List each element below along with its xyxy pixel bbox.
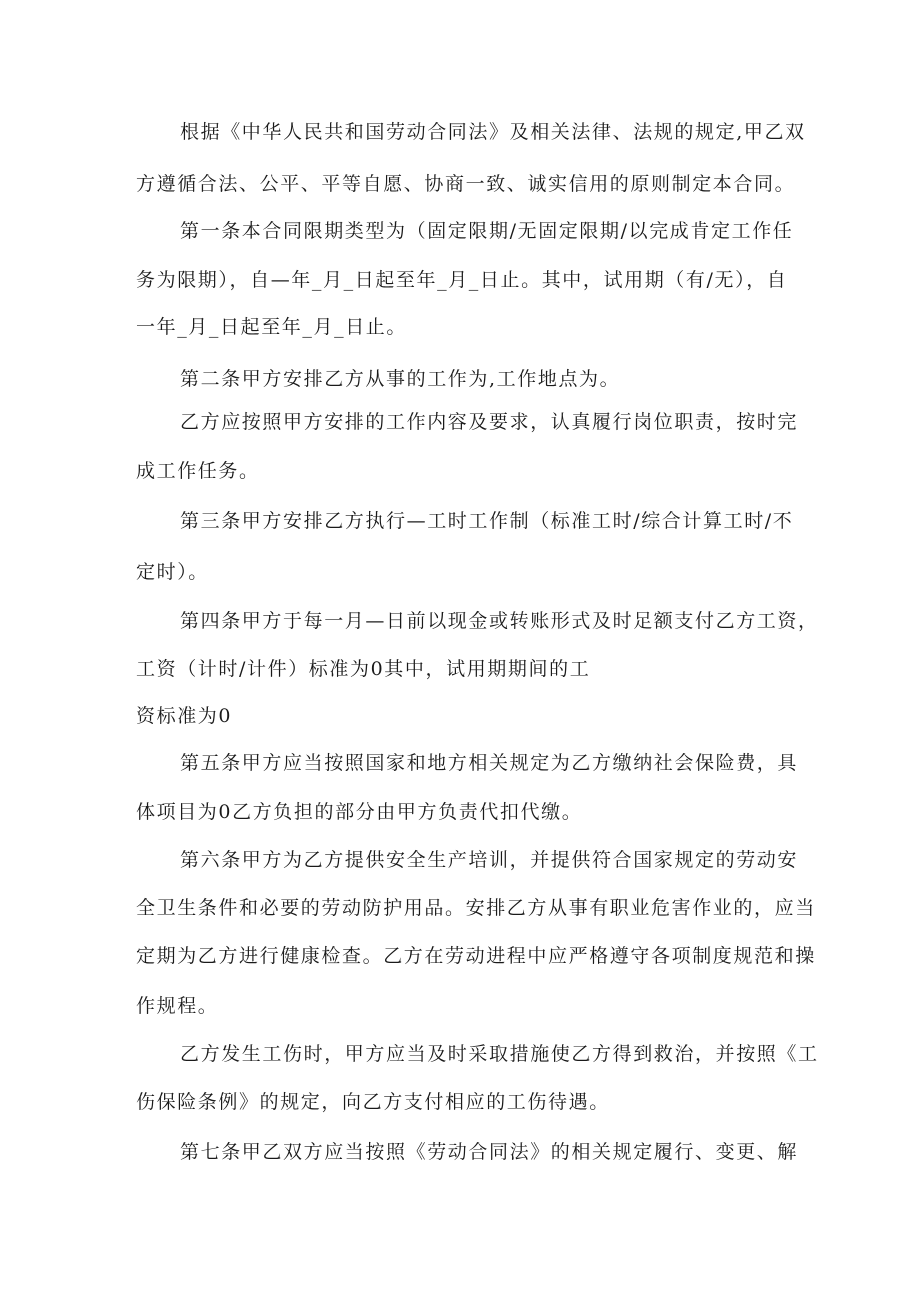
article-4-line-2: 工资（计时/计件）标准为0其中，试用期期间的工 — [136, 658, 591, 680]
article-6-line-2: 全卫生条件和必要的劳动防护用品。安排乙方从事有职业危害作业的，应当 — [136, 897, 816, 919]
article-6-line-3: 定期为乙方进行健康检查。乙方在劳动进程中应严格遵守各项制度规范和操 — [136, 945, 816, 967]
article-5-line-2: 体项目为0乙方负担的部分由甲方负责代扣代缴。 — [136, 801, 583, 823]
article-1-line-1: 第一条本合同限期类型为（固定限期/无固定限期/以完成肯定工作任 — [180, 220, 794, 242]
article-2-line-1: 第二条甲方安排乙方从事的工作为,工作地点为。 — [180, 368, 621, 390]
article-2-duty-line-2: 成工作任务。 — [136, 460, 260, 482]
paragraph-intro-line-2: 方遵循合法、公平、平等自愿、协商一致、诚实信用的原则制定本合同。 — [136, 173, 796, 195]
article-6-line-4: 作规程。 — [136, 995, 219, 1017]
article-3-line-2: 定时）。 — [136, 561, 209, 583]
article-7-line-1: 第七条甲乙双方应当按照《劳动合同法》的相关规定履行、变更、解 — [180, 1141, 799, 1163]
paragraph-intro-line-1: 根据《中华人民共和国劳动合同法》及相关法律、法规的规定,甲乙双 — [180, 121, 806, 143]
article-6-line-1: 第六条甲方为乙方提供安全生产培训，并提供符合国家规定的劳动安 — [180, 849, 799, 871]
article-3-line-1: 第三条甲方安排乙方执行—工时工作制（标准工时/综合计算工时/不 — [180, 510, 794, 532]
article-4-line-1: 第四条甲方于每一月—日前以现金或转账形式及时足额支付乙方工资， — [180, 610, 819, 632]
article-5-line-1: 第五条甲方应当按照国家和地方相关规定为乙方缴纳社会保险费，具 — [180, 752, 799, 774]
injury-paragraph-line-2: 伤保险条例》的规定，向乙方支付相应的工伤待遇。 — [136, 1091, 610, 1113]
article-2-duty-line-1: 乙方应按照甲方安排的工作内容及要求，认真履行岗位职责，按时完 — [180, 411, 799, 433]
article-1-line-2: 务为限期），自—年_月_日起至年_月_日止。其中，试用期（有/无），自 — [136, 269, 788, 291]
injury-paragraph-line-1: 乙方发生工伤时，甲方应当及时采取措施使乙方得到救治，并按照《工 — [180, 1043, 819, 1065]
article-1-line-3: 一年_月_日起至年_月_日止。 — [136, 316, 408, 338]
article-4-line-3: 资标准为0 — [136, 705, 233, 727]
